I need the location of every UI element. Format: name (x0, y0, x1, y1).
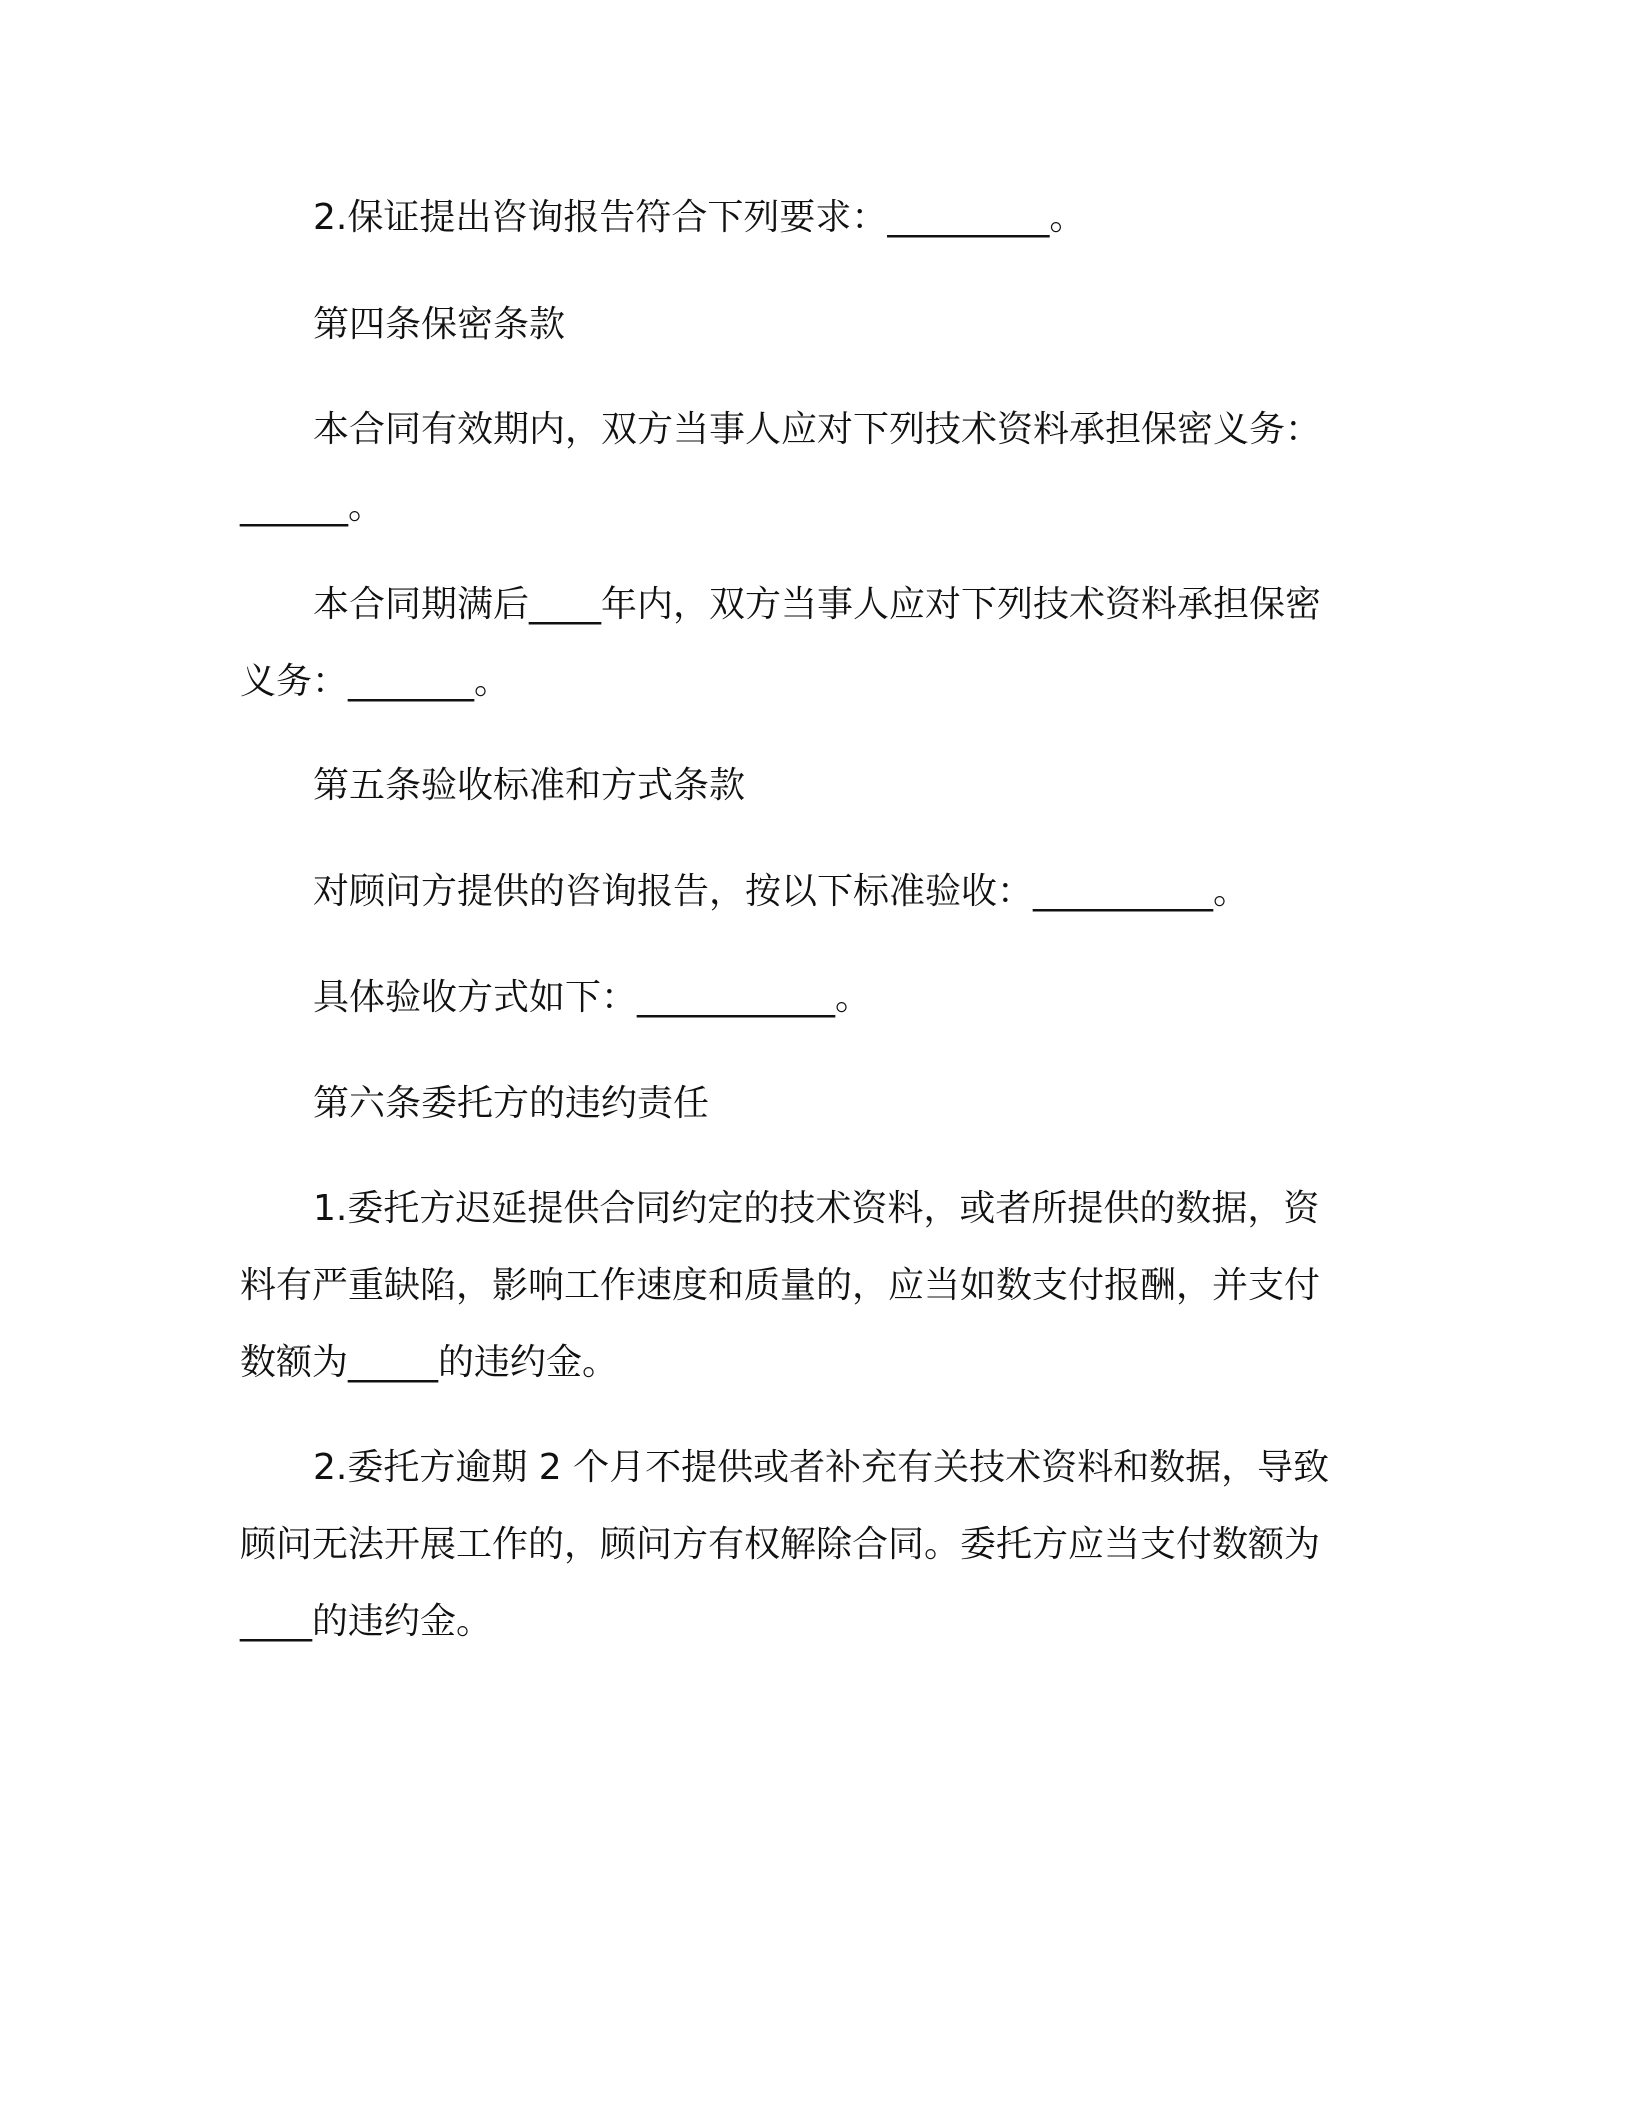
article-4-heading: 第四条保密条款 (313, 304, 566, 345)
article-6-item-2-line-1: 2.委托方逾期 2 个月不提供或者补充有关技术资料和数据，导致 (313, 1447, 1330, 1488)
article-6-item-1-line-3: 数额为_____的违约金。 (240, 1342, 619, 1383)
article-4-paragraph-2-line-1: 本合同期满后____年内，双方当事人应对下列技术资料承担保密 (313, 584, 1322, 625)
article-6-item-2-line-3: ____的违约金。 (240, 1601, 493, 1642)
article-6-item-1-line-2: 料有严重缺陷，影响工作速度和质量的，应当如数支付报酬，并支付 (240, 1265, 1321, 1306)
article-6-heading: 第六条委托方的违约责任 (313, 1083, 710, 1124)
clause-3-item-2: 2.保证提出咨询报告符合下列要求：_________。 (313, 197, 1086, 238)
article-4-paragraph-2-line-2: 义务：_______。 (240, 661, 511, 702)
article-5-paragraph-1: 对顾问方提供的咨询报告，按以下标准验收：__________。 (313, 871, 1250, 912)
article-4-paragraph-1-line-1: 本合同有效期内，双方当事人应对下列技术资料承担保密义务： (313, 409, 1322, 450)
article-4-paragraph-1-line-2: ______。 (240, 486, 385, 527)
article-5-heading: 第五条验收标准和方式条款 (313, 765, 746, 806)
article-5-paragraph-2: 具体验收方式如下：___________。 (313, 977, 872, 1018)
article-6-item-1-line-1: 1.委托方迟延提供合同约定的技术资料，或者所提供的数据，资 (313, 1188, 1320, 1229)
article-6-item-2-line-2: 顾问无法开展工作的，顾问方有权解除合同。委托方应当支付数额为 (240, 1524, 1321, 1565)
